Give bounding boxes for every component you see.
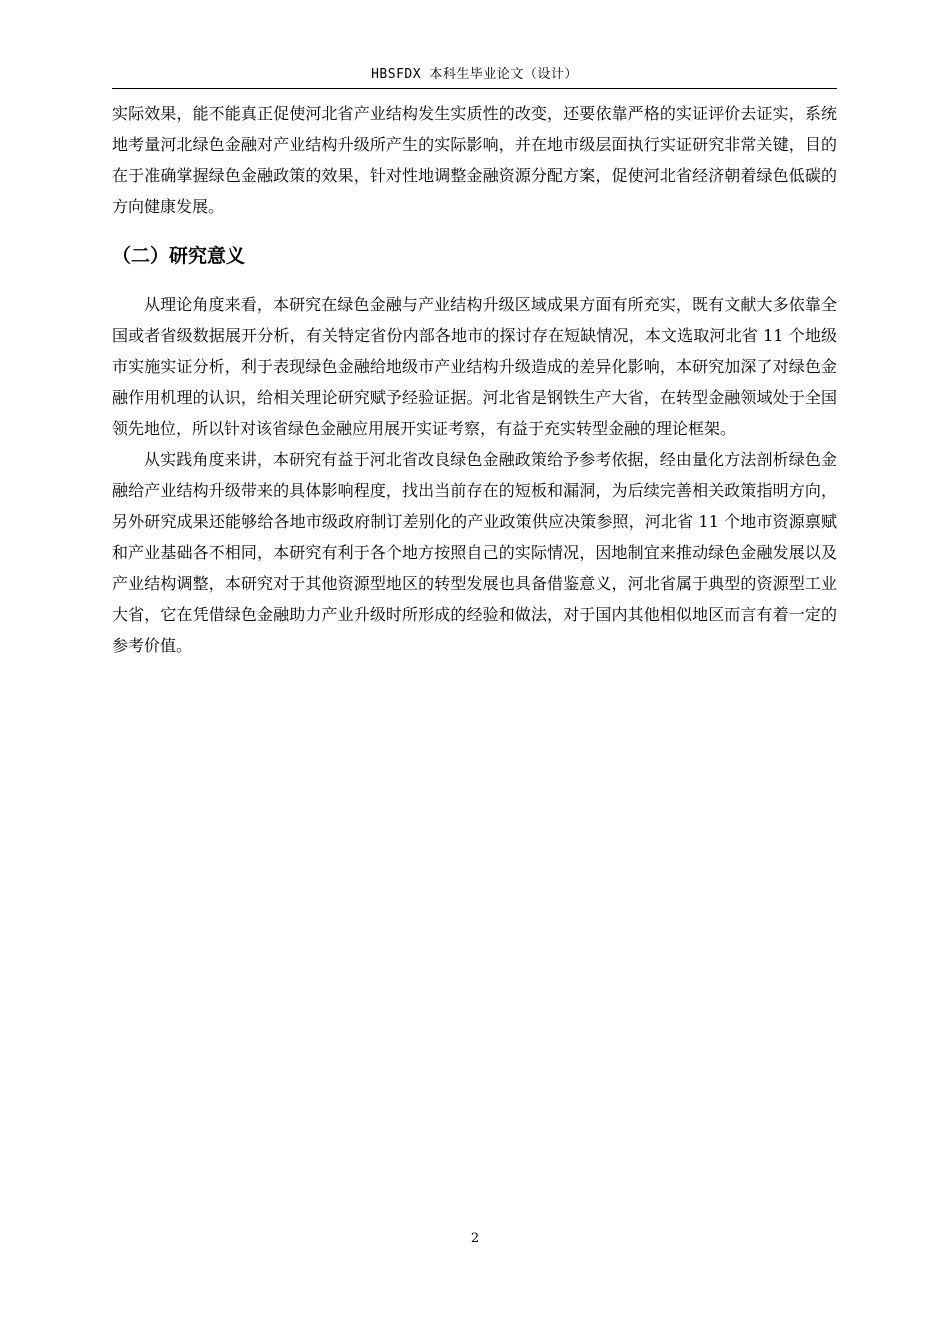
header-rule (112, 88, 837, 89)
paragraph-practice: 从实践角度来讲，本研究有益于河北省改良绿色金融政策给予参考依据，经由量化方法剖析绿色金融给产业结构升级带来的具体影响程度，找出当前存在的短板和漏洞，为后续完善相关政策指明方向，另外研究成果还能够给各地市级政府制订差别化的产业政策供应决策参照，河北省 11 个地市资源禀赋和产业基础各不相同，本研究有利于各个地方按照自己的实际情况，因地制宜来推动绿色金融发展以及产业结构调整，本研究对于其他资源型地区的转型发展也具备借鉴意义，河北省属于典型的资源型工业大省，它在凭借绿色金融助力产业升级时所形成的经验和做法，对于国内其他相似地区而言有着一定的参考价值。 (112, 450, 837, 655)
page-number: 2 (470, 1231, 480, 1246)
paragraph-theory: 从理论角度来看，本研究在绿色金融与产业结构升级区域成果方面有所充实，既有文献大多依靠全国或者省级数据展开分析，有关特定省份内部各地市的探讨存在短缺情况，本文选取河北省 11 个地级市实施实证分析，利于表现绿色金融给地级市产业结构升级造成的差异化影响，本研究加深了对绿色金融作用机理的认识，给相关理论研究赋予经验证据。河北省是钢铁生产大省，在转型金融领域处于全国领先地位，所以针对该省绿色金融应用展开实证考察，有益于充实转型金融的理论框架。 (112, 295, 837, 438)
page-header: HBSFDX 本科生毕业论文（设计） (371, 67, 578, 82)
section-heading: （二）研究意义 (112, 245, 246, 267)
paragraph-continued: 实际效果，能不能真正促使河北省产业结构发生实质性的改变，还要依靠严格的实证评价去证实，系统地考量河北绿色金融对产业结构升级所产生的实际影响，并在地市级层面执行实证研究非常关键，目的在于准确掌握绿色金融政策的效果，针对性地调整金融资源分配方案，促使河北省经济朝着绿色低碳的方向健康发展。 (112, 104, 837, 216)
page-body (112, 98, 837, 661)
